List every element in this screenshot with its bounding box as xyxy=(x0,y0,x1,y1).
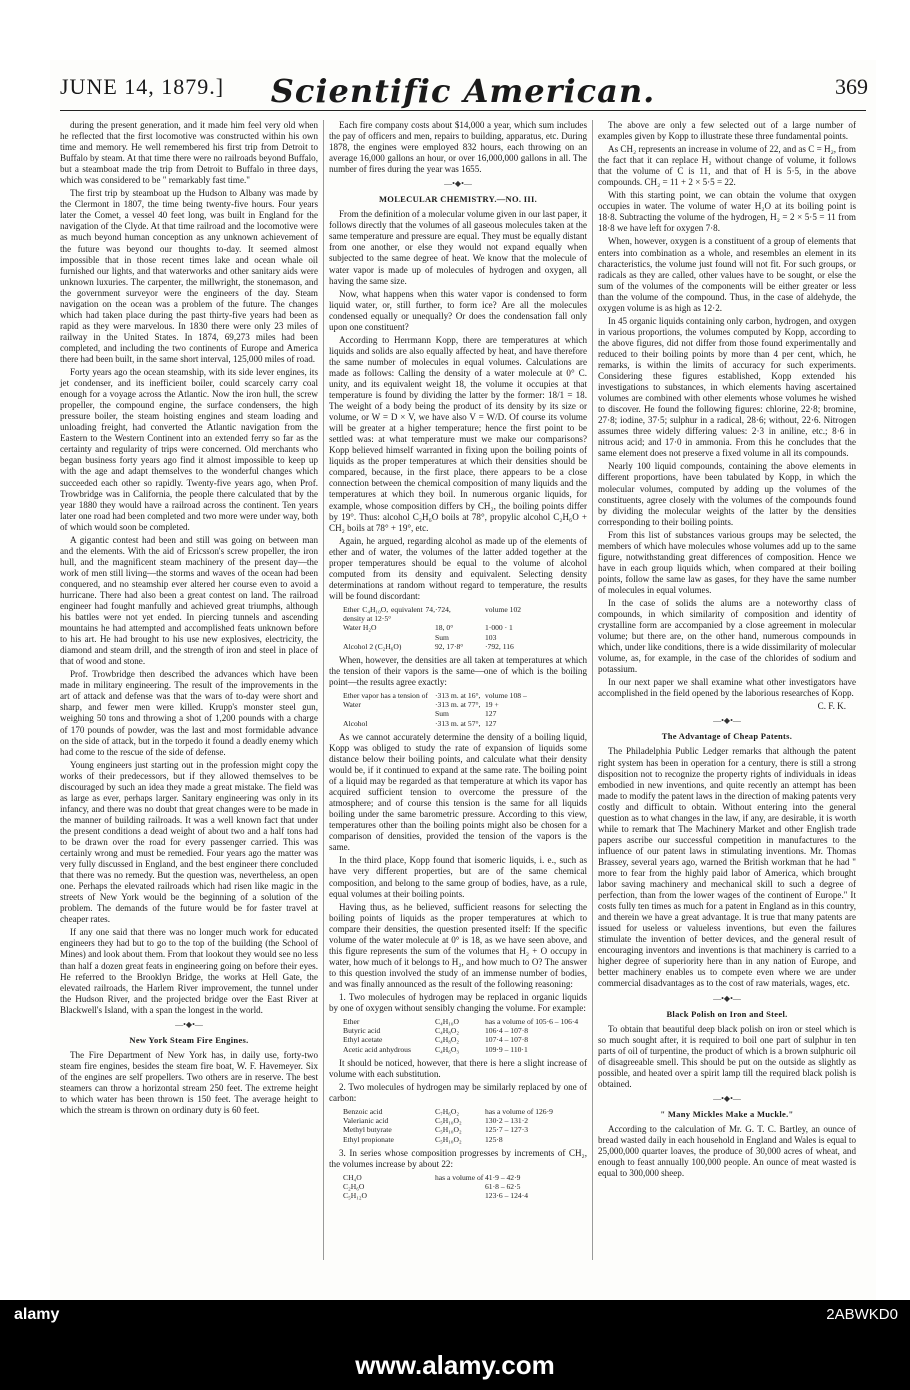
table-cell: 125·7 – 127·3 xyxy=(485,1125,529,1135)
table-cell: 107·4 – 107·8 xyxy=(485,1035,529,1045)
data-table xyxy=(343,691,587,728)
paragraph: From the definition of a molecular volume given in our last paper, it follows directly that the volumes of all gaseous molecules taken at the same temperature and pressure are equal. They must be equally distant from one another, or else they would not expand equally when subjected to the same degree of heat. We know that the molecule of water vapor is made up of molecules of hydrogen and oxygen, all having the same size. xyxy=(329,209,587,286)
data-table xyxy=(343,1107,587,1144)
table-cell: C₄H₁₀O xyxy=(435,1017,459,1027)
data-table xyxy=(343,605,587,651)
column-divider xyxy=(592,120,593,1260)
table-cell: Ether vapor has a tension of xyxy=(343,691,428,701)
paragraph: The first trip by steamboat up the Hudson to Albany was made by the Clermont in 1807, the time being twenty-five hours. Four years later the Comet, a vessel 40 feet long, was built in England for the navigation of the Clyde. At that time railroad and the locomotive were as much beyond human conception as any unknown achievement of the future was beyond our thoughts to-day. It seemed almost impossible that in those recent times lake and ocean whale oil furnished our lights, and that waterworks and other sanitary aids were unknown luxuries. The carpenter, the millwright, the stonemason, and the government surveyor were the engineers of the day. Steam navigation on the ocean was a problem of the future. The changes which had taken place during the past thirty-five years had been as rapid as they were marvelous. In 1830 there were only 23 miles of railway in the United States. In 1874, 69,273 miles had been completed, and including the two continents of Europe and America there had been built, in the same short interval, 125,000 miles of road. xyxy=(60,188,318,364)
table-cell: C₇H₆O₂ xyxy=(435,1107,459,1117)
section-ornament: —•◆•— xyxy=(713,1093,741,1103)
table-cell xyxy=(343,709,435,718)
table-cell: Ether C₄H₁₀O, equivalent 74, density at 12·5° xyxy=(343,604,435,624)
table-cell: volume 108 – xyxy=(485,691,527,701)
table-cell: Sum xyxy=(435,709,449,719)
table-cell: Ethyl acetate xyxy=(343,1035,383,1045)
table-cell: 92, 17·8° xyxy=(435,641,464,651)
table-row xyxy=(343,691,587,700)
section-heading: New York Steam Fire Engines. xyxy=(129,1034,249,1045)
paragraph: In 45 organic liquids containing only carbon, hydrogen, and oxygen in various proportions, the volumes computed by Kopp, according to the above figures, did not differ from those found experimentally and reduced to their boiling points by more than 4 per cent, which, he remarks, is within the limits of accuracy for such experiments. Considering these figures established, Kopp extended his investigations to substances, in which elements having ascertained volumes are combined with other elements whose volumes he wished to discover. He found the following figures: chlorine, 22·8; bromine, 27·8; iodine, 37·5; sulphur in a radical, 28·6; without, 22·6. Nitrogen assumes three widely differing values: 2·3 in aniline, etc.; 8·6 in nitrous acid; and 17·0 in ammonia. From this he concludes that the same element does not preserve a fixed volume in all its compounds. xyxy=(598,315,856,459)
table-cell: has a volume of xyxy=(435,1172,484,1182)
table-row xyxy=(343,605,587,623)
table-cell: 41·9 – 42·9 xyxy=(485,1172,521,1182)
table-cell: C₅H₁₂O xyxy=(343,1191,367,1201)
paragraph: Again, he argued, regarding alcohol as made up of the elements of ether and of water, the volumes of the latter added together at the proper temperatures should be equal to the volume of alcohol computed from its density and equivalent. Selecting density determinations at random without regard to temperature, the results will be found discordant: xyxy=(329,535,587,601)
paragraph: The Fire Department of New York has, in daily use, forty-two steam fire engines, besides the steam fire boat, W. F. Havemeyer. Six of the engines are self propellers. Two others are in reserve. The best steamers can throw a horizontal stream 250 feet. The extreme height to which water has been thrown is 150 feet. The average height to which the stream is thrown on ordinary duty is 60 feet. xyxy=(60,1049,318,1116)
table-cell: 19 + xyxy=(485,700,499,710)
paragraph: From this list of substances various groups may be selected, the members of which have molecules whose volumes add up to the same figure, notwithstanding great differences of composition. Hence we have in each group liquids which, when compared at their boiling points, follow the same law as gases, for they have the same number of molecules in equal volumes. xyxy=(598,529,856,595)
table-cell: Acetic acid anhydrous xyxy=(343,1044,411,1054)
table-cell: ·724, xyxy=(435,604,451,614)
table-cell: 18, 0° xyxy=(435,623,454,633)
table-cell: C₄H₆O₃ xyxy=(435,1044,459,1054)
table-cell: Sum xyxy=(435,632,449,642)
table-row xyxy=(343,1135,587,1144)
paragraph: The Philadelphia Public Ledger remarks that although the patent right system has been in operation for a century, there is still a strong disposition not to recognize the property rights of individuals in ideas embodied in new inventions, and quite recently an attempt has been made to modify the patent laws in the direction of making patents very costly and difficult to obtain. Without entering into the general question as to what changes in the law, if any, are desirable, it is worth while to remark that The Machinery Market and other English trade papers ascribe our successful competition in manufactures to the influence of our patent laws in stimulating inventions. Mr. Thomas Brassey, several years ago, warned the British workman that he had " more to fear from the highly paid labor of America, which brought labor saving machinery and mechanical skill to such a degree of perfection, than from the lower wages of the continent of Europe." It costs fully ten times as much for a patent in England as in this country, and therein we have a great advantage. It is true that many patents are issued for useless or valueless inventions, but even the failures stimulate the invention of better devices, and the general result of encouraging inventors and inventions is that machinery is carried to a higher degree of superiority here than in any nation of Europe, and better machinery enables us to compete even where we are under commercial disadvantages as to the cost of raw materials, wages, etc. xyxy=(598,746,856,989)
paragraph: In the case of solids the alums are a noteworthy class of compounds, in which similarity of composition and identity of crystalline form are accompanied by a close agreement in molecular volume; but there are, on the other hand, numerous compounds in which, under like conditions, there is a wide dissimilarity of molecular volume, as, for example, in the case of the chlorides of sodium and potassium. xyxy=(598,597,856,675)
table-cell: 106·4 – 107·8 xyxy=(485,1026,529,1036)
table-row xyxy=(343,623,587,632)
paragraph: 2. Two molecules of hydrogen may be similarly replaced by one of carbon: xyxy=(329,1081,587,1104)
table-cell: Water xyxy=(343,700,361,710)
paragraph: In the third place, Kopp found that isomeric liquids, i. e., such as have very different properties, but are of the same chemical composition, and belong to the same group of bodies, have, as a rule, equal volumes at their boiling points. xyxy=(329,855,587,899)
masthead-title: Scientific American. xyxy=(270,72,656,110)
table-cell: 109·9 – 110·1 xyxy=(485,1044,528,1054)
table-row xyxy=(343,1107,587,1116)
column-divider xyxy=(323,120,324,1260)
paragraph: The above are only a few selected out of a large number of examples given by Kopp to illustrate these three fundamental points. xyxy=(598,120,856,142)
paragraph: Each fire company costs about $14,000 a year, which sum includes the pay of officers and men, repairs to building, apparatus, etc. During 1878, the engines were employed 832 hours, each throwing on an average 16,000 gallons an hour, or over 16,000,000 gallons in all. The number of fires during the year was 1655. xyxy=(329,120,587,175)
paragraph: 1. Two molecules of hydrogen may be replaced in organic liquids by one of oxygen without sensibly changing the volume. For example: xyxy=(329,991,587,1014)
table-cell: ·313 m. at 16°, xyxy=(435,691,481,701)
table-cell: 123·6 – 124·4 xyxy=(485,1191,529,1201)
table-row xyxy=(343,1035,587,1044)
author-signature: C. F. K. xyxy=(817,701,846,712)
header-rule xyxy=(60,110,866,111)
table-cell: ·313 m. at 57°, xyxy=(435,718,481,728)
table-cell: 130·2 – 131·2 xyxy=(485,1116,529,1126)
paragraph: To obtain that beautiful deep black polish on iron or steel which is so much sought after, it is required to boil one part of sulphur in ten parts of oil of turpentine, the product of which is a brown sulphuric oil of disagreeable smell. This should be put on the outside as slightly as possible, and heated over a spirit lamp till the required black polish is obtained. xyxy=(598,1023,856,1089)
table-cell: C₄H₈O₂ xyxy=(435,1026,459,1036)
table-cell: Water H₂O xyxy=(343,623,377,633)
table-cell: volume 102 xyxy=(485,604,522,614)
table-cell: ·792, 116 xyxy=(485,641,514,651)
table-cell: Benzoic acid xyxy=(343,1107,383,1117)
table-cell: 61·8 – 62·5 xyxy=(485,1182,521,1192)
paragraph: Nearly 100 liquid compounds, containing the above elements in different proportions, have been tabulated by Kopp, in which the molecular volumes, computed by adding up the volumes of the constituents, agree closely with the volumes of the compounds found by dividing the molecular weights of the latter by the densities corresponding to their boiling points. xyxy=(598,461,856,527)
table-cell xyxy=(343,633,435,642)
table-cell: Alcohol 2 (C₂H₆O) xyxy=(343,641,402,651)
section-heading: MOLECULAR CHEMISTRY.—NO. III. xyxy=(378,194,538,205)
table-row xyxy=(343,709,587,718)
table-cell: ·313 m. at 77°, xyxy=(435,700,481,710)
table-cell: 103 xyxy=(485,632,497,642)
section-ornament: —•◆•— xyxy=(713,993,741,1003)
table-cell: C₅H₁₀O₂ xyxy=(435,1134,462,1144)
data-table xyxy=(343,1017,587,1054)
data-table xyxy=(343,1173,587,1201)
column-1 xyxy=(60,120,318,1118)
table-cell: Valerianic acid xyxy=(343,1116,389,1126)
table-cell: has a volume of 126·9 xyxy=(485,1107,553,1117)
newspaper-page xyxy=(50,60,876,1300)
watermark-url: www.alamy.com xyxy=(355,1350,555,1380)
table-cell: Alcohol xyxy=(343,718,368,728)
table-cell: 1·000 · 1 xyxy=(485,623,513,633)
section-heading: The Advantage of Cheap Patents. xyxy=(661,731,793,742)
paragraph: Now, what happens when this water vapor is condensed to form liquid water, or, still further, to form ice? Are all the molecules condensed equally or unequally? Or does the condensation fall only upon one constituent? xyxy=(329,288,587,332)
paragraph: Having thus, as he believed, sufficient reasons for selecting the boiling points of liquids as the proper temperatures at which to compare their densities, the question presented itself: If the specific volume of the water molecule at 0° is 18, as we have seen above, and this figure represents the sum of the volumes that H₂ + O occupy in water, how much of it belongs to H₂, and how much to O? The answer to this question involved the study of an immense number of bodies, and was finally announced as the result of the following reasoning: xyxy=(329,901,587,989)
table-row xyxy=(343,1173,587,1182)
table-cell: 127 xyxy=(485,718,497,728)
paragraph: It should be noticed, however, that there is here a slight increase of volume with each substitution. xyxy=(329,1057,587,1079)
table-cell: C₄H₈O₂ xyxy=(435,1035,459,1045)
table-cell: Methyl butyrate xyxy=(343,1125,392,1135)
paragraph: If any one said that there was no longer much work for educated engineers they had but to go to the top of the building (the School of Mines) and look about them. From that lookout they would see no less than half a dozen great feats in engineering going on before their eyes. He referred to the Brooklyn Bridge, the works at Hell Gate, the elevated railroads, the Harlem River improvement, the tunnel under the Hudson River, and the projected bridge over the East River at Blackwell's Island, with a span the longest in the world. xyxy=(60,927,318,1015)
paragraph: A gigantic contest had been and still was going on between man and the elements. With the aid of Ericsson's screw propeller, the iron hull, and the magnificent steam machinery of the present day—the work of men still living—the storms and waves of the ocean had been conquered, and no steamship ever altered her course even to avoid a hurricane. There had also been a great contest on land. The railroad engineer had fought manfully and achieved great triumphs, although his battles were not yet ended. In piercing tunnels and ascending mountains he had attempted and accomplished feats unknown before to his art. He had brought to his use new explosives, electricity, the diamond and steam drill, and the strength of iron and steel in place of that of wood and stone. xyxy=(60,534,318,667)
table-row xyxy=(343,719,587,728)
table-cell: Butyric acid xyxy=(343,1026,381,1036)
table-cell: has a volume of 105·6 – 106·4 xyxy=(485,1017,579,1027)
paragraph: As we cannot accurately determine the density of a boiling liquid, Kopp was obliged to study the rate of expansion of liquids some distance below their boiling points, and calculate what their density would be, if it continued to expand at the same rate. The boiling point of a liquid may be regarded as that temperature at which its vapor has acquired sufficient tension to overcome the pressure of the atmosphere; and of course this tension is the same for all liquids boiling under the same barometric pressure. According to this view, temperatures other than the boiling points might also be chosen for a comparison of densities, provided the tension of the vapors is the same. xyxy=(329,731,587,853)
table-row xyxy=(343,1191,587,1200)
section-ornament: —•◆•— xyxy=(444,179,472,189)
paragraph: 3. In series whose composition progresses by increments of CH₂, the volumes increase by about 22: xyxy=(329,1147,587,1169)
paragraph: According to Herrmann Kopp, there are temperatures at which liquids and solids are also equally affected by heat, and have therefore the same number of molecules in equal volumes. Calculations are made as follows: Calling the density of a water molecule at 0° C. unity, and its equivalent weight 18, the volume it occupies at that temperature is found by dividing the latter by the former: 18/1 = 18. The weight of a body being the product of its density by its size or volume, or W = D × V, we have also V = W/D. Of course its volume will be greater at a higher temperature; hence the first point to be settled was: at what temperature must we make our comparisons? Kopp believed himself warranted in fixing upon the boiling points of liquids as the proper temperatures at which their densities should be compared, because, in the first place, there appears to be a close connection between the chemical composition of many liquids and the temperatures at which they boil. In numerous organic liquids, for example, whose composition differs by CH₂, the boiling points differ by 19°. Thus: alcohol C₂H₆O boils at 78°, propylic alcohol C₂H₆O + CH₂ boils at 78° + 19°, etc. xyxy=(329,334,587,533)
table-cell: Ether xyxy=(343,1017,360,1027)
paragraph: In our next paper we shall examine what other investigators have accomplished in the field opened by the laborious researches of Kopp. xyxy=(598,677,856,699)
watermark-image-id: 2ABWKD0 xyxy=(826,1306,898,1323)
column-3 xyxy=(598,120,856,1181)
issue-date: JUNE 14, 1879.] xyxy=(60,74,225,99)
table-row xyxy=(343,1017,587,1026)
table-cell: CH₄O xyxy=(343,1172,362,1182)
page-header xyxy=(50,72,876,108)
section-ornament: —•◆•— xyxy=(713,716,741,726)
table-row xyxy=(343,1116,587,1125)
paragraph: Young engineers just starting out in the profession might copy the works of their predecessors, but if they allowed themselves to be discouraged by such an idea they made a great mistake. The field was as large as ever, perhaps larger. Sanitary engineering was only in its infancy, and there was no doubt that great changes were to be made in the manner of building railroads. It was a well known fact that under the present conditions a dead weight of about two and a half tons had to be drawn over the road for every passenger carried. This was certainly wrong and must be remedied. Four years ago the matter was very fully discussed in England, and the best engineer there concluded that there was no remedy. But the question was, nevertheless, an open one. Perhaps the elevated railroads which had risen like magic in the streets of New York would be the beginning of a solution of the problem. The demands of the future would be for faster travel at cheaper rates. xyxy=(60,759,318,925)
table-row xyxy=(343,633,587,642)
page-number: 369 xyxy=(835,74,868,99)
table-row xyxy=(343,1045,587,1054)
paragraph: When, however, oxygen is a constituent of a group of elements that enters into combination as a whole, and resembles an element in its characteristics, the volume just found will not fit. For such groups, or radicals as they are called, other values have to be sought, or else the sum of the volumes of the components will be either greater or less than the volume of the compound. Thus, in the case of aldehyde, the oxygen volume is as high as 12·2. xyxy=(598,236,856,313)
watermark-logo: alamy xyxy=(14,1306,60,1323)
table-cell: C₅H₁₀O₂ xyxy=(435,1116,462,1126)
paragraph: As CH₂ represents an increase in volume of 22, and as C = H₂, from the fact that it can replace H₂ without change of volume, it follows that the volume of C is 11, and that of H is 5·5, in the above compounds. CH₂ = 11 + 2 × 5·5 = 22. xyxy=(598,144,856,188)
table-cell: C₂H₆O xyxy=(343,1182,365,1192)
paragraph: Forty years ago the ocean steamship, with its side lever engines, its jet condenser, and its inefficient boiler, could scarcely carry coal enough for a voyage across the Atlantic. Now the iron hull, the screw propeller, the compound engine, the surface condensers, the high pressure boiler, the steam hoisting engines and steam loading and unloading freight, had converted the Atlantic navigation from the Eastern to the Western Continent into an extended ferry so far as the certainty and regularity of trips were concerned. Old merchants who began business forty years ago find it almost impossible to keep up with the age and adapt themselves to the wonderful changes which succeeded each other so rapidly. Twenty-five years ago, when Prof. Trowbridge was in California, the people there calculated that by the year 1880 they would have a railroad across the continent. Ten years later one road had been completed and two more were under way, both of which would soon be completed. xyxy=(60,367,318,532)
paragraph: With this starting point, we can obtain the volume that oxygen occupies in water. The volume of water H₂O at its boiling point is 18·8. Subtracting the volume of the hydrogen, H₂ = 2 × 5·5 = 11 from 18·8 we have left for oxygen 7·8. xyxy=(598,190,856,234)
table-row xyxy=(343,1125,587,1134)
table-row xyxy=(343,700,587,709)
table-cell: C₅H₁₀O₂ xyxy=(435,1125,462,1135)
table-row xyxy=(343,1026,587,1035)
paragraph: during the present generation, and it made him feel very old when he reflected that the first locomotive was constructed within his own time and memory. He well remembered his first trip from Detroit to Buffalo by steam. At that time there were no railroads beyond Buffalo, but a steamboat made the trip from Detroit to Buffalo in three days, which was considered to be " remarkably fast time." xyxy=(60,120,318,186)
section-ornament: —•◆•— xyxy=(175,1019,203,1029)
column-2 xyxy=(329,120,587,1205)
paragraph: According to the calculation of Mr. G. T. C. Bartley, an ounce of bread wasted daily in each household in England and Wales is equal to 25,000,000 quarter loaves, the produce of 30,000 acres of wheat, and enough to feast annually 100,000 people. An ounce of meat wasted is equal to 300,000 sheep. xyxy=(598,1123,856,1179)
table-row xyxy=(343,1182,587,1191)
paragraph: Prof. Trowbridge then described the advances which have been made in military engineering. The result of the improvements in the art of attack and defense was that the wars of to-day were short and sharp, and fewer men were killed. Krupp's monster steel gun, weighing 50 tons and throwing a shot of 1,200 pounds with a charge of 170 pounds of powder, was the last and most formidable advance on the side of attack, but in the torpedo it found a deadly enemy which had come to the rescue of the side of defense. xyxy=(60,669,318,757)
section-heading: " Many Mickles Make a Muckle." xyxy=(660,1108,794,1119)
table-cell xyxy=(435,1191,485,1200)
section-heading: Black Polish on Iron and Steel. xyxy=(666,1008,788,1019)
table-cell xyxy=(435,1182,485,1191)
paragraph: When, however, the densities are all taken at temperatures at which the tension of their vapors is the same—one of which is the boiling point—the results agree exactly: xyxy=(329,654,587,688)
table-row xyxy=(343,642,587,651)
table-cell: 125·8 xyxy=(485,1134,503,1144)
table-cell: Ethyl propionate xyxy=(343,1134,394,1144)
table-cell: 127 xyxy=(485,709,497,719)
